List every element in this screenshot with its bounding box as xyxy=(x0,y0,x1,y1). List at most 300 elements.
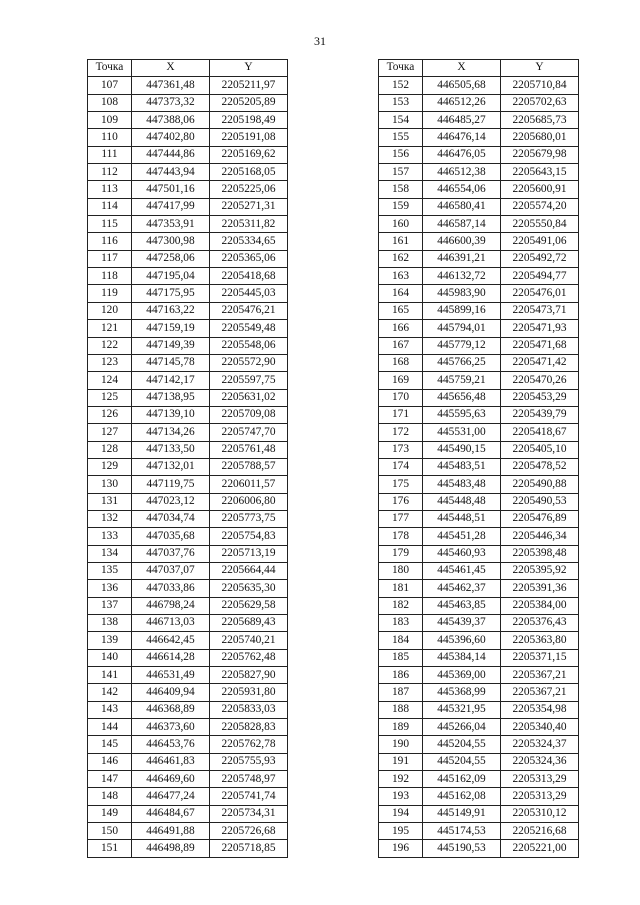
cell-point: 166 xyxy=(379,320,423,337)
table-row xyxy=(379,354,579,371)
table-row xyxy=(88,753,288,770)
cell-x: 446132,72 xyxy=(423,268,501,285)
cell-point: 117 xyxy=(88,250,132,267)
cell-x: 445531,00 xyxy=(423,424,501,441)
cell-x: 445162,09 xyxy=(423,771,501,788)
cell-point: 159 xyxy=(379,198,423,215)
cell-point: 116 xyxy=(88,233,132,250)
table-row xyxy=(88,354,288,371)
cell-point: 125 xyxy=(88,389,132,406)
cell-point: 129 xyxy=(88,458,132,475)
cell-y: 2205709,08 xyxy=(210,406,288,423)
cell-point: 124 xyxy=(88,372,132,389)
cell-point: 107 xyxy=(88,77,132,94)
cell-x: 447195,04 xyxy=(132,268,210,285)
cell-y: 2205492,72 xyxy=(501,250,579,267)
cell-x: 446461,83 xyxy=(132,753,210,770)
table-row xyxy=(379,129,579,146)
cell-y: 2205664,44 xyxy=(210,562,288,579)
cell-point: 138 xyxy=(88,615,132,632)
cell-y: 2205471,42 xyxy=(501,354,579,371)
cell-point: 149 xyxy=(88,805,132,822)
cell-y: 2205629,58 xyxy=(210,597,288,614)
cell-x: 447037,76 xyxy=(132,545,210,562)
cell-y: 2205773,75 xyxy=(210,510,288,527)
cell-y: 2205827,90 xyxy=(210,667,288,684)
cell-x: 447145,78 xyxy=(132,354,210,371)
cell-point: 165 xyxy=(379,302,423,319)
cell-x: 446373,60 xyxy=(132,719,210,736)
cell-x: 447373,32 xyxy=(132,94,210,111)
table-row xyxy=(88,389,288,406)
cell-y: 2205490,53 xyxy=(501,493,579,510)
cell-y: 2205548,06 xyxy=(210,337,288,354)
cell-y: 2205324,37 xyxy=(501,736,579,753)
table-row xyxy=(379,493,579,510)
cell-x: 445162,08 xyxy=(423,788,501,805)
table-row xyxy=(379,736,579,753)
cell-point: 179 xyxy=(379,545,423,562)
cell-y: 2205680,01 xyxy=(501,129,579,146)
cell-point: 177 xyxy=(379,510,423,527)
table-row xyxy=(379,112,579,129)
cell-point: 189 xyxy=(379,719,423,736)
cell-x: 446453,76 xyxy=(132,736,210,753)
cell-y: 2205713,19 xyxy=(210,545,288,562)
table-row xyxy=(379,615,579,632)
table-row xyxy=(88,216,288,233)
table-row xyxy=(88,285,288,302)
cell-point: 195 xyxy=(379,823,423,840)
cell-y: 2205418,67 xyxy=(501,424,579,441)
cell-y: 2205600,91 xyxy=(501,181,579,198)
cell-y: 2205310,12 xyxy=(501,805,579,822)
coordinates-table-right xyxy=(378,59,579,858)
cell-x: 445462,37 xyxy=(423,580,501,597)
cell-y: 2206006,80 xyxy=(210,493,288,510)
cell-point: 155 xyxy=(379,129,423,146)
cell-point: 194 xyxy=(379,805,423,822)
cell-point: 187 xyxy=(379,684,423,701)
table-row xyxy=(379,406,579,423)
table-row xyxy=(88,736,288,753)
cell-x: 447035,68 xyxy=(132,528,210,545)
cell-x: 446512,38 xyxy=(423,164,501,181)
table-row xyxy=(88,597,288,614)
table-row xyxy=(379,649,579,666)
cell-y: 2205494,77 xyxy=(501,268,579,285)
cell-y: 2205367,21 xyxy=(501,684,579,701)
cell-point: 183 xyxy=(379,615,423,632)
cell-point: 141 xyxy=(88,667,132,684)
cell-x: 446642,45 xyxy=(132,632,210,649)
table-row xyxy=(379,94,579,111)
cell-point: 191 xyxy=(379,753,423,770)
cell-x: 446485,27 xyxy=(423,112,501,129)
cell-y: 2205572,90 xyxy=(210,354,288,371)
cell-point: 137 xyxy=(88,597,132,614)
table-header-row xyxy=(379,60,579,77)
cell-x: 446391,21 xyxy=(423,250,501,267)
cell-x: 446477,24 xyxy=(132,788,210,805)
cell-point: 170 xyxy=(379,389,423,406)
table-row xyxy=(379,805,579,822)
cell-point: 140 xyxy=(88,649,132,666)
table-row xyxy=(88,788,288,805)
cell-y: 2205635,30 xyxy=(210,580,288,597)
table-row xyxy=(379,545,579,562)
cell-point: 110 xyxy=(88,129,132,146)
cell-point: 109 xyxy=(88,112,132,129)
table-row xyxy=(88,476,288,493)
cell-x: 447175,95 xyxy=(132,285,210,302)
cell-y: 2205549,48 xyxy=(210,320,288,337)
cell-point: 164 xyxy=(379,285,423,302)
cell-x: 447037,07 xyxy=(132,562,210,579)
cell-x: 447417,99 xyxy=(132,198,210,215)
table-row xyxy=(88,719,288,736)
cell-point: 108 xyxy=(88,94,132,111)
table-row xyxy=(88,198,288,215)
cell-point: 148 xyxy=(88,788,132,805)
cell-y: 2205643,15 xyxy=(501,164,579,181)
table-row xyxy=(379,458,579,475)
table-row xyxy=(88,424,288,441)
cell-y: 2205439,79 xyxy=(501,406,579,423)
cell-y: 2205490,88 xyxy=(501,476,579,493)
cell-y: 2205384,00 xyxy=(501,597,579,614)
cell-point: 184 xyxy=(379,632,423,649)
cell-y: 2205471,93 xyxy=(501,320,579,337)
cell-point: 132 xyxy=(88,510,132,527)
cell-point: 153 xyxy=(379,94,423,111)
cell-x: 445190,53 xyxy=(423,840,501,857)
cell-x: 445759,21 xyxy=(423,372,501,389)
cell-point: 172 xyxy=(379,424,423,441)
cell-y: 2205574,20 xyxy=(501,198,579,215)
cell-x: 446580,41 xyxy=(423,198,501,215)
table-row xyxy=(88,771,288,788)
table-row xyxy=(88,649,288,666)
cell-point: 178 xyxy=(379,528,423,545)
cell-x: 447163,22 xyxy=(132,302,210,319)
table-row xyxy=(379,667,579,684)
cell-point: 180 xyxy=(379,562,423,579)
table-row xyxy=(88,146,288,163)
cell-x: 445174,53 xyxy=(423,823,501,840)
table-row xyxy=(88,684,288,701)
cell-y: 2205747,70 xyxy=(210,424,288,441)
cell-point: 162 xyxy=(379,250,423,267)
cell-y: 2205788,57 xyxy=(210,458,288,475)
cell-y: 2205221,00 xyxy=(501,840,579,857)
table-row xyxy=(379,753,579,770)
cell-y: 2205191,08 xyxy=(210,129,288,146)
cell-x: 447402,80 xyxy=(132,129,210,146)
cell-x: 447133,50 xyxy=(132,441,210,458)
cell-x: 445794,01 xyxy=(423,320,501,337)
cell-x: 447132,01 xyxy=(132,458,210,475)
cell-y: 2205313,29 xyxy=(501,771,579,788)
cell-x: 446512,26 xyxy=(423,94,501,111)
cell-y: 2205748,97 xyxy=(210,771,288,788)
cell-point: 192 xyxy=(379,771,423,788)
cell-x: 445483,51 xyxy=(423,458,501,475)
cell-x: 446587,14 xyxy=(423,216,501,233)
table-row xyxy=(379,389,579,406)
cell-x: 445369,00 xyxy=(423,667,501,684)
table-row xyxy=(379,840,579,857)
cell-y: 2205211,97 xyxy=(210,77,288,94)
cell-x: 445396,60 xyxy=(423,632,501,649)
cell-point: 168 xyxy=(379,354,423,371)
cell-x: 446469,60 xyxy=(132,771,210,788)
page-number: 31 xyxy=(314,34,326,48)
cell-x: 446713,03 xyxy=(132,615,210,632)
table-row xyxy=(379,268,579,285)
cell-y: 2205169,62 xyxy=(210,146,288,163)
cell-point: 142 xyxy=(88,684,132,701)
header-y: Y xyxy=(501,60,579,77)
cell-x: 447361,48 xyxy=(132,77,210,94)
cell-x: 445321,95 xyxy=(423,701,501,718)
cell-x: 445595,63 xyxy=(423,406,501,423)
cell-y: 2205828,83 xyxy=(210,719,288,736)
table-row xyxy=(379,701,579,718)
cell-point: 171 xyxy=(379,406,423,423)
cell-y: 2205755,93 xyxy=(210,753,288,770)
coordinates-table-left xyxy=(87,59,288,858)
table-row xyxy=(379,597,579,614)
cell-x: 445656,48 xyxy=(423,389,501,406)
cell-y: 2205205,89 xyxy=(210,94,288,111)
table-row xyxy=(88,823,288,840)
cell-x: 447388,06 xyxy=(132,112,210,129)
table-row xyxy=(88,129,288,146)
cell-point: 151 xyxy=(88,840,132,857)
cell-x: 446600,39 xyxy=(423,233,501,250)
table-row xyxy=(88,528,288,545)
cell-point: 146 xyxy=(88,753,132,770)
table-row xyxy=(88,320,288,337)
header-y: Y xyxy=(210,60,288,77)
cell-y: 2205354,98 xyxy=(501,701,579,718)
cell-x: 445460,93 xyxy=(423,545,501,562)
cell-y: 2205679,98 xyxy=(501,146,579,163)
table-header-row xyxy=(88,60,288,77)
cell-y: 2205741,74 xyxy=(210,788,288,805)
cell-point: 154 xyxy=(379,112,423,129)
cell-y: 2205476,21 xyxy=(210,302,288,319)
cell-point: 113 xyxy=(88,181,132,198)
cell-x: 445983,90 xyxy=(423,285,501,302)
cell-y: 2205324,36 xyxy=(501,753,579,770)
cell-point: 123 xyxy=(88,354,132,371)
cell-point: 181 xyxy=(379,580,423,597)
cell-point: 143 xyxy=(88,701,132,718)
cell-point: 120 xyxy=(88,302,132,319)
table-row xyxy=(88,268,288,285)
cell-point: 167 xyxy=(379,337,423,354)
table-row xyxy=(379,285,579,302)
cell-point: 131 xyxy=(88,493,132,510)
cell-x: 446554,06 xyxy=(423,181,501,198)
cell-point: 121 xyxy=(88,320,132,337)
table-row xyxy=(379,250,579,267)
table-row xyxy=(88,441,288,458)
cell-point: 182 xyxy=(379,597,423,614)
table-row xyxy=(88,112,288,129)
table-row xyxy=(88,580,288,597)
cell-y: 2205718,85 xyxy=(210,840,288,857)
table-row xyxy=(379,181,579,198)
cell-y: 2205418,68 xyxy=(210,268,288,285)
table-row xyxy=(88,372,288,389)
cell-y: 2205740,21 xyxy=(210,632,288,649)
cell-x: 445384,14 xyxy=(423,649,501,666)
cell-point: 156 xyxy=(379,146,423,163)
cell-x: 447139,10 xyxy=(132,406,210,423)
cell-x: 446484,67 xyxy=(132,805,210,822)
cell-y: 2205476,01 xyxy=(501,285,579,302)
table-row xyxy=(379,823,579,840)
cell-y: 2205271,31 xyxy=(210,198,288,215)
cell-point: 157 xyxy=(379,164,423,181)
cell-y: 2205225,06 xyxy=(210,181,288,198)
cell-y: 2205367,21 xyxy=(501,667,579,684)
cell-point: 133 xyxy=(88,528,132,545)
cell-y: 2205445,03 xyxy=(210,285,288,302)
cell-x: 445899,16 xyxy=(423,302,501,319)
cell-x: 445368,99 xyxy=(423,684,501,701)
cell-x: 446409,94 xyxy=(132,684,210,701)
cell-point: 126 xyxy=(88,406,132,423)
cell-x: 445451,28 xyxy=(423,528,501,545)
cell-y: 2205313,29 xyxy=(501,788,579,805)
cell-y: 2205446,34 xyxy=(501,528,579,545)
cell-point: 119 xyxy=(88,285,132,302)
cell-y: 2205476,89 xyxy=(501,510,579,527)
table-row xyxy=(88,233,288,250)
table-row xyxy=(88,510,288,527)
cell-point: 161 xyxy=(379,233,423,250)
cell-point: 127 xyxy=(88,424,132,441)
table-row xyxy=(88,701,288,718)
cell-x: 447142,17 xyxy=(132,372,210,389)
cell-point: 112 xyxy=(88,164,132,181)
cell-y: 2205726,68 xyxy=(210,823,288,840)
table-row xyxy=(379,528,579,545)
cell-point: 118 xyxy=(88,268,132,285)
table-row xyxy=(379,337,579,354)
cell-x: 447443,94 xyxy=(132,164,210,181)
cell-y: 2205734,31 xyxy=(210,805,288,822)
cell-point: 122 xyxy=(88,337,132,354)
cell-x: 446476,05 xyxy=(423,146,501,163)
cell-x: 446798,24 xyxy=(132,597,210,614)
cell-point: 173 xyxy=(379,441,423,458)
cell-point: 139 xyxy=(88,632,132,649)
table-row xyxy=(88,94,288,111)
table-row xyxy=(379,320,579,337)
cell-x: 445439,37 xyxy=(423,615,501,632)
cell-point: 175 xyxy=(379,476,423,493)
table-row xyxy=(379,216,579,233)
table-row xyxy=(379,476,579,493)
table-row xyxy=(379,198,579,215)
table-row xyxy=(88,545,288,562)
cell-y: 2205198,49 xyxy=(210,112,288,129)
cell-y: 2205685,73 xyxy=(501,112,579,129)
table-row xyxy=(379,562,579,579)
cell-y: 2205689,43 xyxy=(210,615,288,632)
table-row xyxy=(379,77,579,94)
cell-x: 447034,74 xyxy=(132,510,210,527)
cell-point: 134 xyxy=(88,545,132,562)
table-row xyxy=(379,632,579,649)
cell-x: 445204,55 xyxy=(423,736,501,753)
cell-y: 2205833,03 xyxy=(210,701,288,718)
cell-y: 2205168,05 xyxy=(210,164,288,181)
table-row xyxy=(88,458,288,475)
cell-point: 111 xyxy=(88,146,132,163)
cell-y: 2205478,52 xyxy=(501,458,579,475)
cell-x: 447149,39 xyxy=(132,337,210,354)
table-row xyxy=(379,719,579,736)
cell-y: 2205471,68 xyxy=(501,337,579,354)
cell-y: 2205405,10 xyxy=(501,441,579,458)
cell-y: 2205754,83 xyxy=(210,528,288,545)
table-row xyxy=(88,250,288,267)
table-row xyxy=(379,684,579,701)
table-row xyxy=(88,615,288,632)
cell-point: 144 xyxy=(88,719,132,736)
cell-x: 445766,25 xyxy=(423,354,501,371)
cell-x: 447300,98 xyxy=(132,233,210,250)
cell-x: 447134,26 xyxy=(132,424,210,441)
cell-x: 445204,55 xyxy=(423,753,501,770)
cell-x: 445266,04 xyxy=(423,719,501,736)
cell-point: 145 xyxy=(88,736,132,753)
table-row xyxy=(379,424,579,441)
table-row xyxy=(88,181,288,198)
table-row xyxy=(88,562,288,579)
cell-y: 2205762,48 xyxy=(210,649,288,666)
cell-point: 176 xyxy=(379,493,423,510)
table-row xyxy=(88,337,288,354)
cell-x: 447119,75 xyxy=(132,476,210,493)
table-row xyxy=(88,805,288,822)
cell-y: 2205340,40 xyxy=(501,719,579,736)
cell-x: 445490,15 xyxy=(423,441,501,458)
cell-y: 2205470,26 xyxy=(501,372,579,389)
cell-point: 185 xyxy=(379,649,423,666)
table-row xyxy=(379,788,579,805)
cell-point: 130 xyxy=(88,476,132,493)
header-point: Точка xyxy=(88,60,132,77)
cell-y: 2205761,48 xyxy=(210,441,288,458)
cell-x: 447023,12 xyxy=(132,493,210,510)
cell-y: 2205398,48 xyxy=(501,545,579,562)
cell-y: 2205597,75 xyxy=(210,372,288,389)
cell-point: 160 xyxy=(379,216,423,233)
cell-point: 186 xyxy=(379,667,423,684)
cell-x: 445461,45 xyxy=(423,562,501,579)
cell-y: 2205631,02 xyxy=(210,389,288,406)
cell-point: 193 xyxy=(379,788,423,805)
cell-y: 2205762,78 xyxy=(210,736,288,753)
cell-x: 445779,12 xyxy=(423,337,501,354)
